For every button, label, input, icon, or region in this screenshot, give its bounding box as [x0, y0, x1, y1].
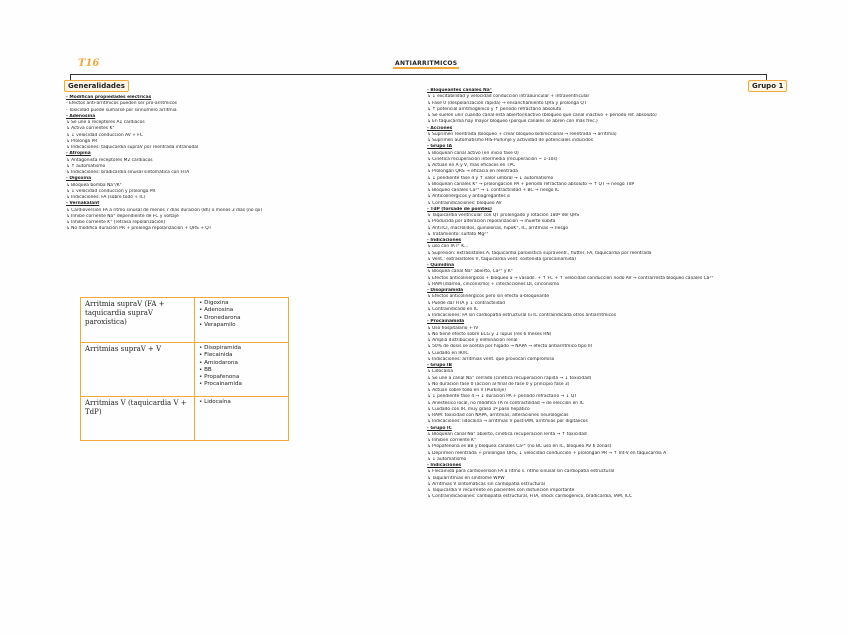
note-line: ↳ Indicaciones: FA sin cardiopatía estructural ni IC contraindicada otros antiarritmicos [427, 313, 616, 318]
right-column-notes [427, 88, 827, 501]
note-line: ↳ Inhibe corriente K⁺ (retrasa repolarización) [66, 220, 166, 225]
note-line: ↳ ↓ automatismo [427, 456, 467, 462]
note-line: - Grupo IA [427, 144, 452, 150]
note-line: ↳ Anticolinérgicos y antiagregantes α [427, 194, 510, 200]
note-line: ↳ Taquiarritmias en síndrome WPW [427, 475, 505, 481]
note-line: ↳ ↓ velocidad conducción y prolonga PR [66, 188, 156, 194]
note-line: ↳ Amplia distribución y eliminación renal [427, 338, 518, 343]
arrhythmia-drug-table [80, 297, 289, 441]
note-line: ↳ Tratamiento: sulfato Mg²⁺ [427, 231, 489, 237]
note-line: ↳ Puede dar HTA y ↓ contractilidad [427, 300, 505, 306]
note-line: ↳ Actúan sobre todo en V (Purkinje) [427, 388, 506, 393]
note-line: - Digoxina [66, 176, 92, 182]
drug-item: • Digoxina [199, 300, 229, 306]
note-line: - Toxicidad puede sumarse por sinnúmero arritmia [66, 107, 177, 113]
note-line: ↳ ↓ pendiente fase 4 y ↑ valor umbral → ↓ automatismo [427, 175, 554, 181]
note-line: - Quinidina [427, 263, 455, 268]
note-line: ↳ Antagonista receptores M2 cardiacos [66, 157, 153, 163]
page-title: ANTIARRITMICOS [395, 60, 458, 67]
topic-number: T16 [78, 58, 100, 69]
note-line: ↳ Supresión: extrasístoles A, taquicardia paroxística supraventr., flutter, FA, taquicardia por reentrada [427, 250, 652, 256]
note-line: - Procainamida [427, 319, 465, 325]
note-line: ↳ Suprimen automatismo HIS-Purkinje y actividad de potenciales inducidos [427, 138, 594, 143]
note-line: - Vernakalant [66, 201, 100, 207]
note-line: ↳ ↓ pendiente fase 4 → ↓ duración PA + período refractario → ↓ QT [427, 394, 577, 400]
note-line: ↳ Taquicardia V recurrente en pacientes con disfunción importante [427, 488, 575, 493]
section-badge-grupo-1: Grupo 1 [748, 80, 787, 92]
drug-item: • Disopiramida [199, 345, 242, 351]
note-line: ↳ Bloquea bomba Na⁺/K⁺ [66, 182, 122, 188]
left-column-notes [66, 95, 406, 233]
note-line: ↳ Inhiben corriente K⁺ [427, 438, 477, 443]
note-line: - Grupo IB [427, 363, 452, 368]
note-line: ↳ Bloquean canales K⁺ → prolongación PA + período refractario absoluto → ↑ QT → riesgo TdP [427, 181, 635, 187]
note-line: ↳ Indicaciones: FA (sobre todo + IC) [66, 195, 146, 200]
note-line: - Indicaciones [427, 238, 462, 243]
note-line: ↳ Vent.: extrasístoles V, taquicardia vent. sostenida (procainamida) [427, 256, 576, 262]
drug-item: • Lidocaína [199, 399, 231, 405]
drug-item: • Adenosina [199, 307, 234, 314]
note-line: ↳ Activa corrientes K⁺ [66, 126, 115, 132]
note-line: - TdP (torsade de pointes) [427, 206, 492, 212]
note-line: ↳ Cardioversión FA a ritmo sinusal de menos 7 días duración (8h) o menos 3 días (no qx) [66, 207, 263, 213]
note-line: - Indicaciones [427, 463, 462, 468]
note-line: - Disopiramida [427, 288, 464, 293]
note-line: ↳ Indicaciones: arritmias vent. que provocan compromiso [427, 356, 555, 362]
table-row-drugs [195, 298, 288, 343]
note-line: - Modifican propiedades eléctricas [66, 95, 152, 100]
note-line: ↳ No duración fase 0 (acción al final de fase 0 y principio fase 3) [427, 381, 570, 387]
note-line: ↳ Bloquean canal Na⁺ abierto, cinética recuperación lenta → ↑ toxicidad [427, 431, 587, 437]
drug-item: • Amiodarona [199, 359, 238, 366]
note-line: ↳ Bloquea canal Na⁺ abierto, Ca²⁺ y K⁺ [427, 269, 514, 275]
note-line: ↳ Propafenona es BB y bloquea canales Ca²⁺ (no BC uso en IC, bloqueo AV 6 zonas) [427, 444, 612, 450]
note-line: ↳ Bloqueo canales Ca²⁺ → ↓ contractilidad + BC → riesgo IC [427, 188, 560, 193]
note-line: ↳ RAM: toxicidad con NAPA, arritmias, alteraciones neurológicas [427, 413, 569, 418]
note-line: ↳ Indicaciones: taquicardia supraV por reentrada intranodal [66, 145, 199, 150]
note-line: ↳ No modifica duración PR + prolonga repolarización + QRS + QT [66, 226, 212, 232]
section-badge-generalidades: Generalidades [64, 80, 129, 92]
table-row-label: Arritmia supraV (FA + taquicardia supraV paroxística) [81, 298, 195, 343]
note-line: ↳ Uso hospitalario + IV [427, 325, 479, 331]
note-line: ↳ Se suelen unir cuando canal está abierto/inactivo (bloqueo que canal inactivo + período ref. absoluto) [427, 113, 657, 118]
note-line: - Atropina [66, 151, 91, 157]
drug-item: • Dronedarona [199, 314, 241, 321]
note-line: ↳ Deprimen reentrada + prolongan QRS, ↓ velocidad conducción + prolongan PR → ↑ Int-V en taquicardia A [427, 450, 667, 456]
note-line: ↳ No tiene efecto sobre ECG y ↓ lupus (res 6 meses RN) [427, 331, 552, 337]
header-rule [70, 74, 766, 75]
note-line: ↳ Contraindicaciones: bloqueo AV [427, 200, 502, 206]
note-line: ↳ Efectos anticolinérgicos + bloqueo α → vasodil. + ↑ FC + ↑ velocidad conducción nodo AV → contrarresta bloqueo canales Ca²⁺ [427, 275, 714, 281]
note-line: ↳ Indicaciones: bradicardia sinusal sintomática con HTA [66, 170, 190, 175]
note-line: ↳ Contraindicado en IC [427, 306, 479, 312]
note-line: - Bloqueantes canales Na⁺ [427, 88, 493, 93]
note-line: ↳ ↑ automatismo [66, 163, 106, 169]
note-line: ↳ ↓ velocidad conducción AV + FC [66, 132, 143, 138]
note-line: ↳ 50% de dosis se acetila por hígado → NAPA → efecto antiarrítmico tipo III [427, 344, 592, 350]
note-line: ↳ RAM (diarrea, cinconismo) + interacciones DI, cinconismo [427, 281, 560, 287]
note-line: - Adenosina [66, 113, 96, 119]
note-line: ↳ Actúan en A y V, más eficaces en TPC [427, 163, 516, 168]
note-line: ↳ Contraindicaciones: cardiopatía estructural, HTA, shock cardiogénico, bradicardia, IAM, ICC [427, 494, 633, 500]
note-line: ↳ Producida por alteración repolarización → muerte súbita [427, 219, 556, 225]
table-row-label: Arritmias V (taquicardia V + TdP) [81, 397, 195, 440]
table-row-drugs [195, 343, 288, 397]
drug-item: • Flecainida [199, 352, 233, 359]
note-line: ↳ Arritmias V sintomáticas sin cardiopatía estructural [427, 481, 545, 487]
table-row-label: Arritmias supraV + V [81, 343, 195, 397]
note-line: ↳ Efectos anticolinérgicos pero sin efecto α-bloqueante [427, 294, 550, 300]
note-line: ↳ En taquicardia hay mayor bloqueo (porque canales se abren con más frec.) [427, 119, 598, 125]
drug-item: • Procainamida [199, 381, 242, 388]
note-line: ↳ uso con IA I⁺ K... [427, 244, 469, 250]
note-line: ↳ ↑ potencial arritmogénico y ↑ período refractario absoluto [427, 106, 562, 112]
drug-item: • BB [199, 366, 212, 373]
note-line: ↳ ↓ excitabilidad y velocidad conducción intraauricular + intraventricular [427, 94, 590, 100]
table-row-drugs [195, 397, 288, 440]
drug-item: • Verapamilo [199, 321, 236, 328]
note-line: ↳ Se une a receptores A1 cardiacos [66, 120, 145, 125]
note-line: ↳ Cuidado en IR/IC [427, 350, 469, 356]
note-line: ↳ Anestésico local, no modifica TA ni contractilidad → de elección en IC [427, 400, 584, 406]
note-line: ↳ Se une a canal Na⁺ cerrado (cinética recuperación rápida → ↓ toxicidad) [427, 375, 592, 381]
note-line: ↳ Bloquean canal activo (en inicio fase 0) [427, 150, 519, 156]
note-line: ↳ Prolongan QRS → eficacia en reentrada [427, 169, 518, 175]
note-line: - Efectos anti-arritmicos pueden ser pro-arritmicos [66, 101, 177, 107]
note-line: ↳ Inhibe corriente Na⁺ dependiente de FC y voltaje [66, 213, 179, 219]
note-line: ↳ Cuidado con IR, muy graso 1º paso hepático [427, 406, 530, 412]
note-line: ↳ Cinética recuperación intermedia (recuperación ~ 1-10s) [427, 156, 558, 162]
note-line: ↳ AntiTCI, macrólidos, quinolonas, hipoK⁺, IC, arritmias → riesgo [427, 225, 569, 231]
note-line: ↳ Suprimen reentrada (bloqueo + crear bloqueo bidireccional → reentrada → arritmia) [427, 131, 617, 137]
note-line: ↳ Taquicardia ventricular con QT prolongado y rotación 180º del QRS [427, 213, 580, 218]
note-line: ↳ Lidocaína [427, 369, 454, 375]
note-line: - Grupo IC [427, 425, 452, 431]
drug-item: • Propafenona [199, 374, 240, 381]
note-line: ↳ Indicaciones: lidocaína → arritmias V post-IAM, arritmias por digitálicos [427, 419, 588, 425]
note-line: ↳ Flecainida para cardioversión FA a ritmo s. ritmo sinusal sin cardiopatía estructural [427, 469, 615, 475]
note-line: - Acciones [427, 125, 453, 131]
note-line: ↳ Prolonga PR [66, 138, 98, 144]
note-line: ↳ Fase 0 (despolarización rápida) → ensanchamiento QRS y prolonga QT [427, 100, 587, 106]
